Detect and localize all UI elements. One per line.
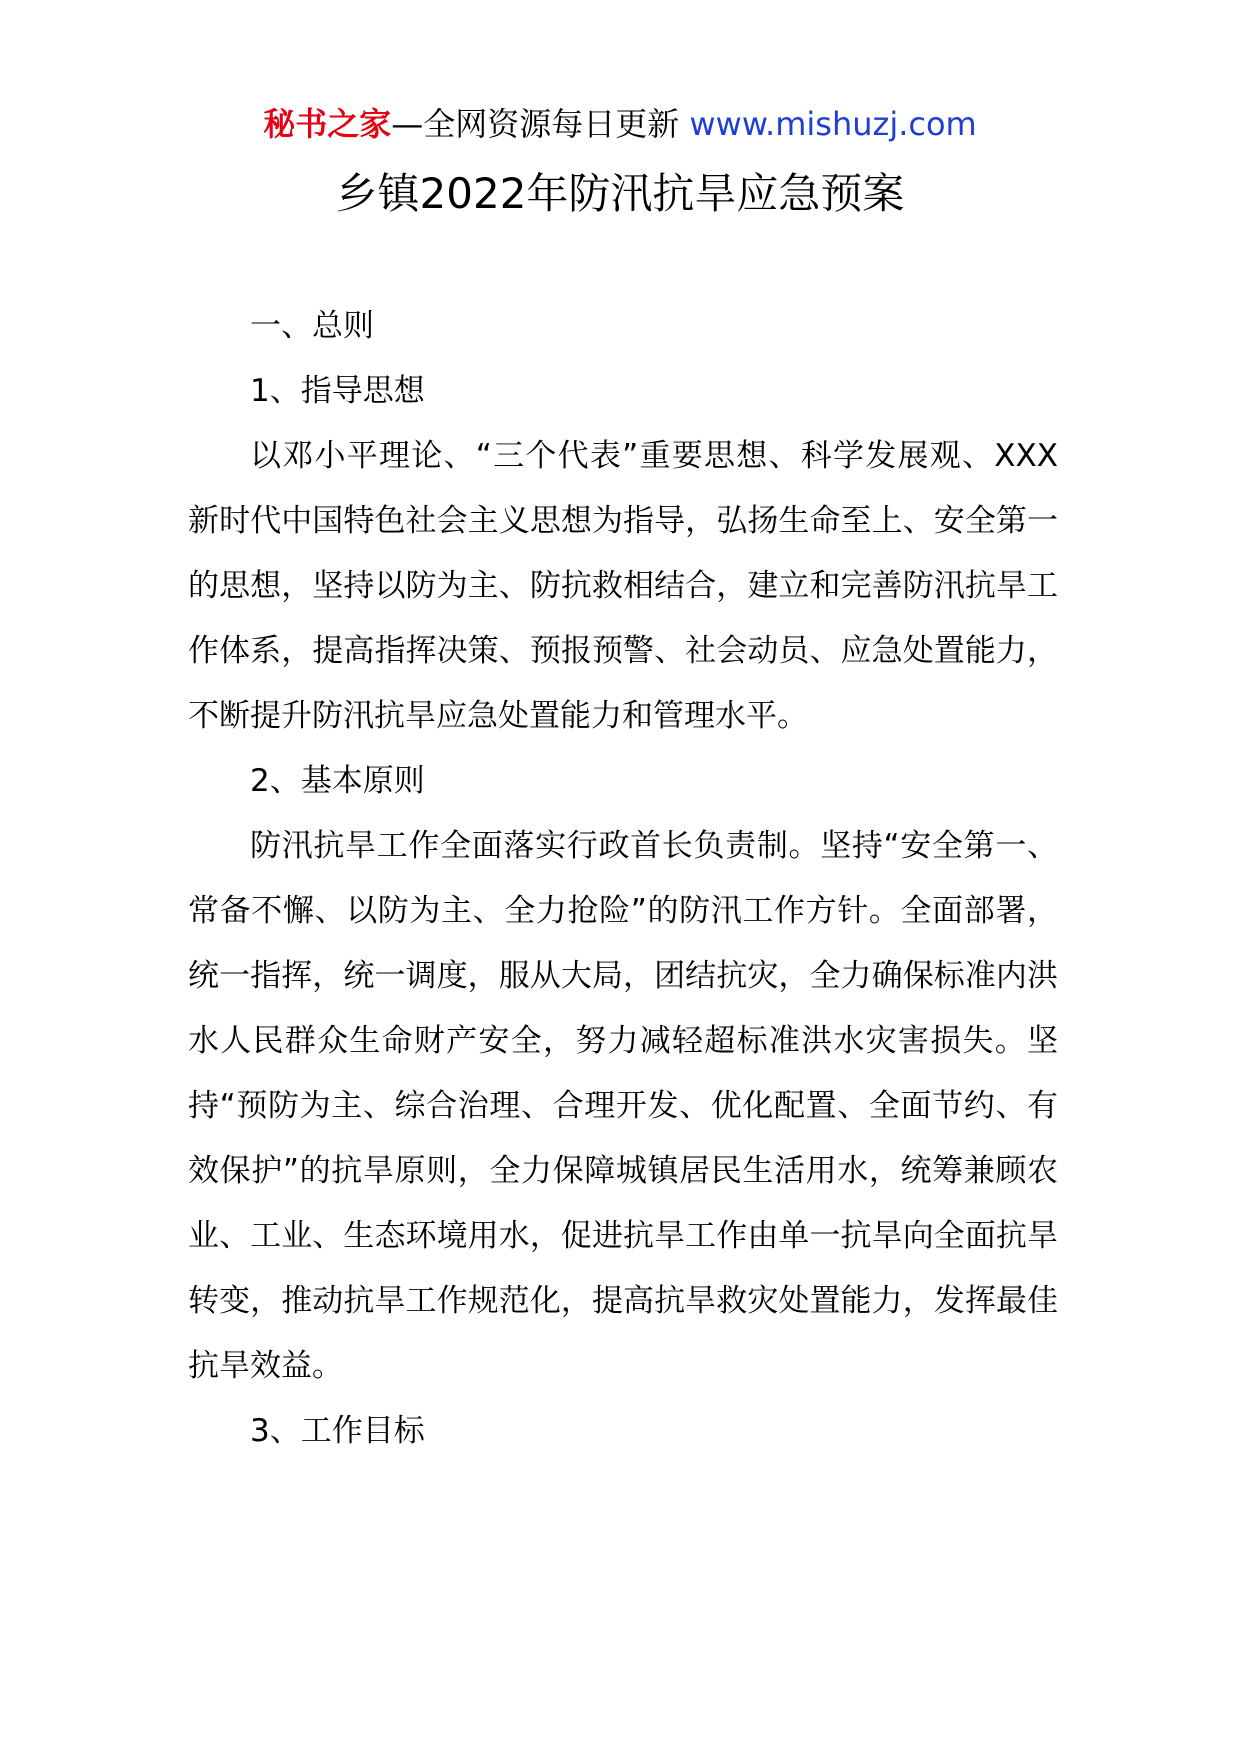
subheading-work-goals: 3、工作目标 (250, 1413, 425, 1449)
brand-name: 秘书之家 (263, 105, 392, 143)
paragraph-basic-principles: 防汛抗旱工作全面落实行政首长负责制。坚持“安全第一、常备不懈、以防为主、全力抢险”的防汛工作方针。全面部署，统一指挥，统一调度，服从大局，团结抗灾，全力确保标准内洪水人民群众生命财产安全，努力减轻超标准洪水灾害损失。坚持“预防为主、综合治理、合理开发、优化配置、全面节约、有效保护”的抗旱原则，全力保障城镇居民生活用水，统筹兼顾农业、工业、生态环境用水，促进抗旱工作由单一抗旱向全面抗旱转变，推动抗旱工作规范化，提高抗旱救灾处置能力，发挥最佳抗旱效益。 (188, 828, 1058, 1384)
subheading-guiding-ideology: 1、指导思想 (250, 373, 425, 409)
paragraph-guiding-ideology: 以邓小平理论、“三个代表”重要思想、科学发展观、XXX新时代中国特色社会主义思想为指导，弘扬生命至上、安全第一的思想，坚持以防为主、防抗救相结合，建立和完善防汛抗旱工作体系，提高指挥决策、预报预警、社会动员、应急处置能力，不断提升防汛抗旱应急处置能力和管理水平。 (188, 438, 1058, 734)
section-heading-general: 一、总则 (250, 308, 374, 344)
subheading-basic-principles: 2、基本原则 (250, 763, 425, 799)
document-title: 乡镇2022年防汛抗旱应急预案 (335, 169, 905, 218)
document-body (188, 294, 1058, 1464)
site-url-link[interactable]: www.mishuzj.com (689, 105, 977, 143)
header-tagline: —全网资源每日更新 (391, 105, 690, 143)
site-header (0, 102, 1240, 146)
